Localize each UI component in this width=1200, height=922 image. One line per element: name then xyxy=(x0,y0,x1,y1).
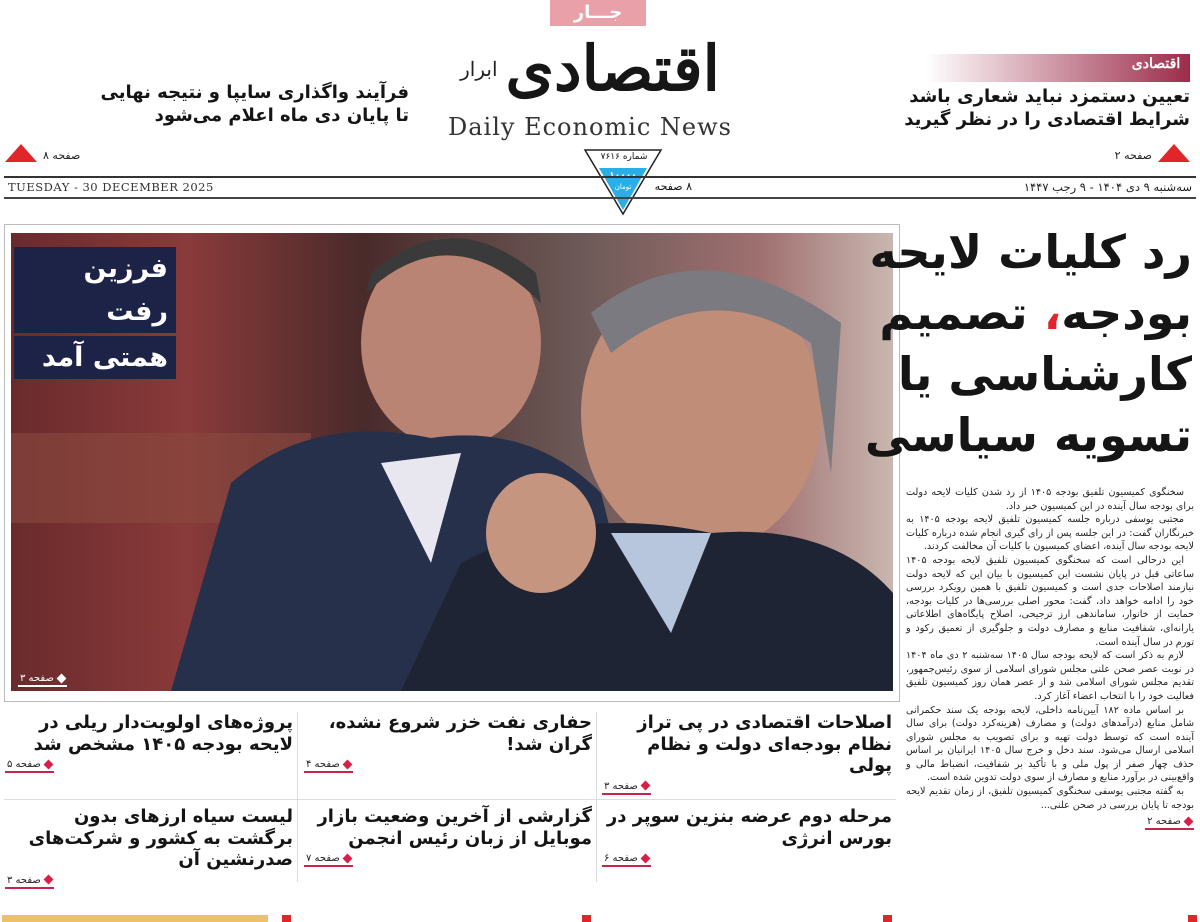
bottom-image-strip xyxy=(2,915,268,922)
column-divider xyxy=(297,712,298,882)
headline-line: فرآیند واگذاری سایپا و نتیجه نهایی xyxy=(100,82,409,103)
lead-page-ref[interactable] xyxy=(1145,816,1194,830)
headline-line: تسویه سیاسی xyxy=(864,408,1192,462)
red-comma: ، xyxy=(1043,286,1062,340)
paragraph: این درحالی است که سخنگوی کمیسیون تلفیق لایحه بودجه ۱۴۰۵ ساعاتی قبل در پایان نشست این کمیسیون با بیان این که لایحه دولت نیازمند اصلاحات جدی است و کمیسیون تلفیق با همین رویکرد بررسی خود را ادامه خواهد داد، گفت: محور اصلی بررسی‌ها در کلیات بودجه، حمایت از خانوار، ساماندهی ارز ترجیحی، اصلاح پایگاه‌های اطلاعاتی یارانه‌ای، شفافیت منابع و مصارف دولت و جلوگیری از تعمیق رکود و تورم در سال آینده است. xyxy=(906,554,1194,648)
story-item[interactable]: لیست سیاه ارزهای بدون برگشت به کشور و شرکت‌های صدرنشین آن صفحه ۳ xyxy=(5,806,293,889)
logo-row xyxy=(415,28,765,110)
page-label: صفحه ۴ xyxy=(306,759,340,771)
headline-line: کارشناسی یا xyxy=(897,347,1192,401)
diamond-icon xyxy=(56,673,66,683)
page-label: صفحه ۲ xyxy=(1147,816,1181,828)
photo-caption xyxy=(14,247,176,379)
top-right-page-ref[interactable] xyxy=(1060,144,1190,162)
paragraph: لازم به ذکر است که لایحه بودجه سال ۱۴۰۵ سه‌شنبه ۲ دی ماه ۱۴۰۴ در نوبت عصر صحن علنی مجلس شورای اسلامی از سوی رئیس‌جمهور، تقدیم مجلس شورای اسلامی شد و از عصر همان روز کمیسیون تلفیق فعالیت خود را با انتخاب اعضاء آغاز کرد. xyxy=(906,650,1194,702)
headline-line: رد کلیات لایحه xyxy=(869,225,1192,279)
page-label: صفحه ۳ xyxy=(604,780,638,792)
page-count: ۸ صفحه xyxy=(654,180,692,193)
masthead-logo xyxy=(415,0,765,145)
red-marker xyxy=(1188,915,1197,922)
headline-line: تا پایان دی ماه اعلام می‌شود xyxy=(154,104,409,126)
diamond-icon xyxy=(43,875,53,885)
red-marker xyxy=(883,915,892,922)
page-label: صفحه ۸ xyxy=(43,149,81,162)
page-label: صفحه ۳ xyxy=(20,673,54,684)
price-unit: تومان xyxy=(614,183,632,191)
paragraph: سخنگوی کمیسیون تلفیق بودجه ۱۴۰۵ از رد شدن کلیات لایحه دولت برای بودجه سال آینده در این کمیسیون خبر داد. xyxy=(906,487,1194,512)
caption-line: همتی آمد xyxy=(14,336,176,379)
top-left-page-ref[interactable] xyxy=(5,144,80,162)
lead-headline[interactable] xyxy=(864,222,1192,466)
diamond-icon xyxy=(342,759,352,769)
watermark-badge: جـــار xyxy=(550,0,646,26)
story-page-ref[interactable] xyxy=(304,853,353,867)
headline-line: شرایط اقتصادی را در نظر گیرید xyxy=(904,108,1190,130)
persian-date: سه‌شنبه ۹ دی ۱۴۰۴ - ۹ رجب ۱۴۴۷ xyxy=(1023,180,1192,194)
logo-english: Daily Economic News xyxy=(448,113,732,141)
english-date: TUESDAY - 30 DECEMBER 2025 xyxy=(8,180,214,194)
top-left-headline[interactable] xyxy=(4,82,409,127)
story-item[interactable]: پروژه‌های اولویت‌دار ریلی در لایحه بودجه ۱۴۰۵ مشخص شد صفحه ۵ xyxy=(5,712,293,773)
red-marker xyxy=(282,915,291,922)
story-page-ref[interactable] xyxy=(5,759,54,773)
top-right-logo: اقتصادی xyxy=(1131,56,1181,72)
top-right-headline[interactable] xyxy=(780,86,1190,131)
page-label: صفحه ۶ xyxy=(604,853,638,865)
story-item[interactable]: حفاری نفت خزر شروع نشده، گران شد! صفحه ۴ xyxy=(304,712,592,773)
diamond-icon xyxy=(640,853,650,863)
story-page-ref[interactable] xyxy=(304,759,353,773)
diamond-icon xyxy=(640,781,650,791)
photo-page-ref[interactable] xyxy=(18,673,67,687)
lead-body xyxy=(906,486,1194,812)
story-item[interactable]: اصلاحات اقتصادی در پی تراز نظام بودجه‌ای دولت و نظام پولی صفحه ۳ xyxy=(602,712,892,795)
diamond-icon xyxy=(342,853,352,863)
diamond-icon xyxy=(43,759,53,769)
triangle-icon xyxy=(1158,144,1190,162)
page-label: صفحه ۳ xyxy=(7,874,41,886)
date-bar-bottom-line xyxy=(4,197,1196,199)
story-page-ref[interactable] xyxy=(5,875,54,889)
page-label: صفحه ۲ xyxy=(1114,149,1152,162)
logo-small: ابرار xyxy=(460,57,498,81)
logo-persian: اقتصادی xyxy=(505,32,720,105)
date-bar-top-line xyxy=(4,176,1196,178)
story-page-ref[interactable] xyxy=(602,781,651,795)
diamond-icon xyxy=(1184,816,1194,826)
column-divider xyxy=(596,712,597,882)
row-divider xyxy=(4,799,896,800)
paragraph: به گفته مجتبی یوسفی سخنگوی کمیسیون تلفیق، از زمان تقدیم لایحه بودجه تا پایان بررسی در صحن علنی... xyxy=(906,786,1194,811)
red-marker xyxy=(582,915,591,922)
story-item[interactable]: مرحله دوم عرضه بنزین سوپر در بورس انرژی صفحه ۶ xyxy=(602,806,892,867)
headline-line: بودجه، تصمیم xyxy=(879,286,1192,340)
page-label: صفحه ۷ xyxy=(306,853,340,865)
page-label: صفحه ۵ xyxy=(7,759,41,771)
lead-body-wrap xyxy=(906,486,1194,830)
headline-line: تعیین دستمزد نباید شعاری باشد xyxy=(909,86,1190,107)
issue-number: شماره ۷۶۱۶ xyxy=(600,152,648,162)
triangle-icon xyxy=(5,144,37,162)
caption-line: فرزین رفت xyxy=(14,247,176,333)
story-page-ref[interactable] xyxy=(602,853,651,867)
story-item[interactable]: گزارشی از آخرین وضعیت بازار موبایل از زبان رئیس انجمن صفحه ۷ xyxy=(304,806,592,867)
paragraph: بر اساس ماده ۱۸۲ آیین‌نامه داخلی، لایحه بودجه یک سند حکمرانی شامل منابع (درآمدهای دولت) و مصارف (هزینه‌کرد دولت) برای سال آینده است که توسط دولت تهیه و برای تصویب به مجلس شورای اسلامی ارسال می‌شود. سند دخل و خرج سال ۱۴۰۵ ایرانیان بر اساس حذف چهار صفر از پول ملی و با تأکید بر شفافیت، انضباط مالی و واقع‌بینی در برآورد منابع و مصارف از سوی دولت تدوین شده است. xyxy=(906,704,1194,784)
paragraph: مجتبی یوسفی درباره جلسه کمیسیون تلفیق لایحه بودجه ۱۴۰۵ به خبرنگاران گفت: در این جلسه پس از رای گیری انجام شده درباره کلیات لایحه بودجه سال آینده، اعضای کمیسیون با کلیات آن مخالفت کردند. xyxy=(906,514,1194,553)
